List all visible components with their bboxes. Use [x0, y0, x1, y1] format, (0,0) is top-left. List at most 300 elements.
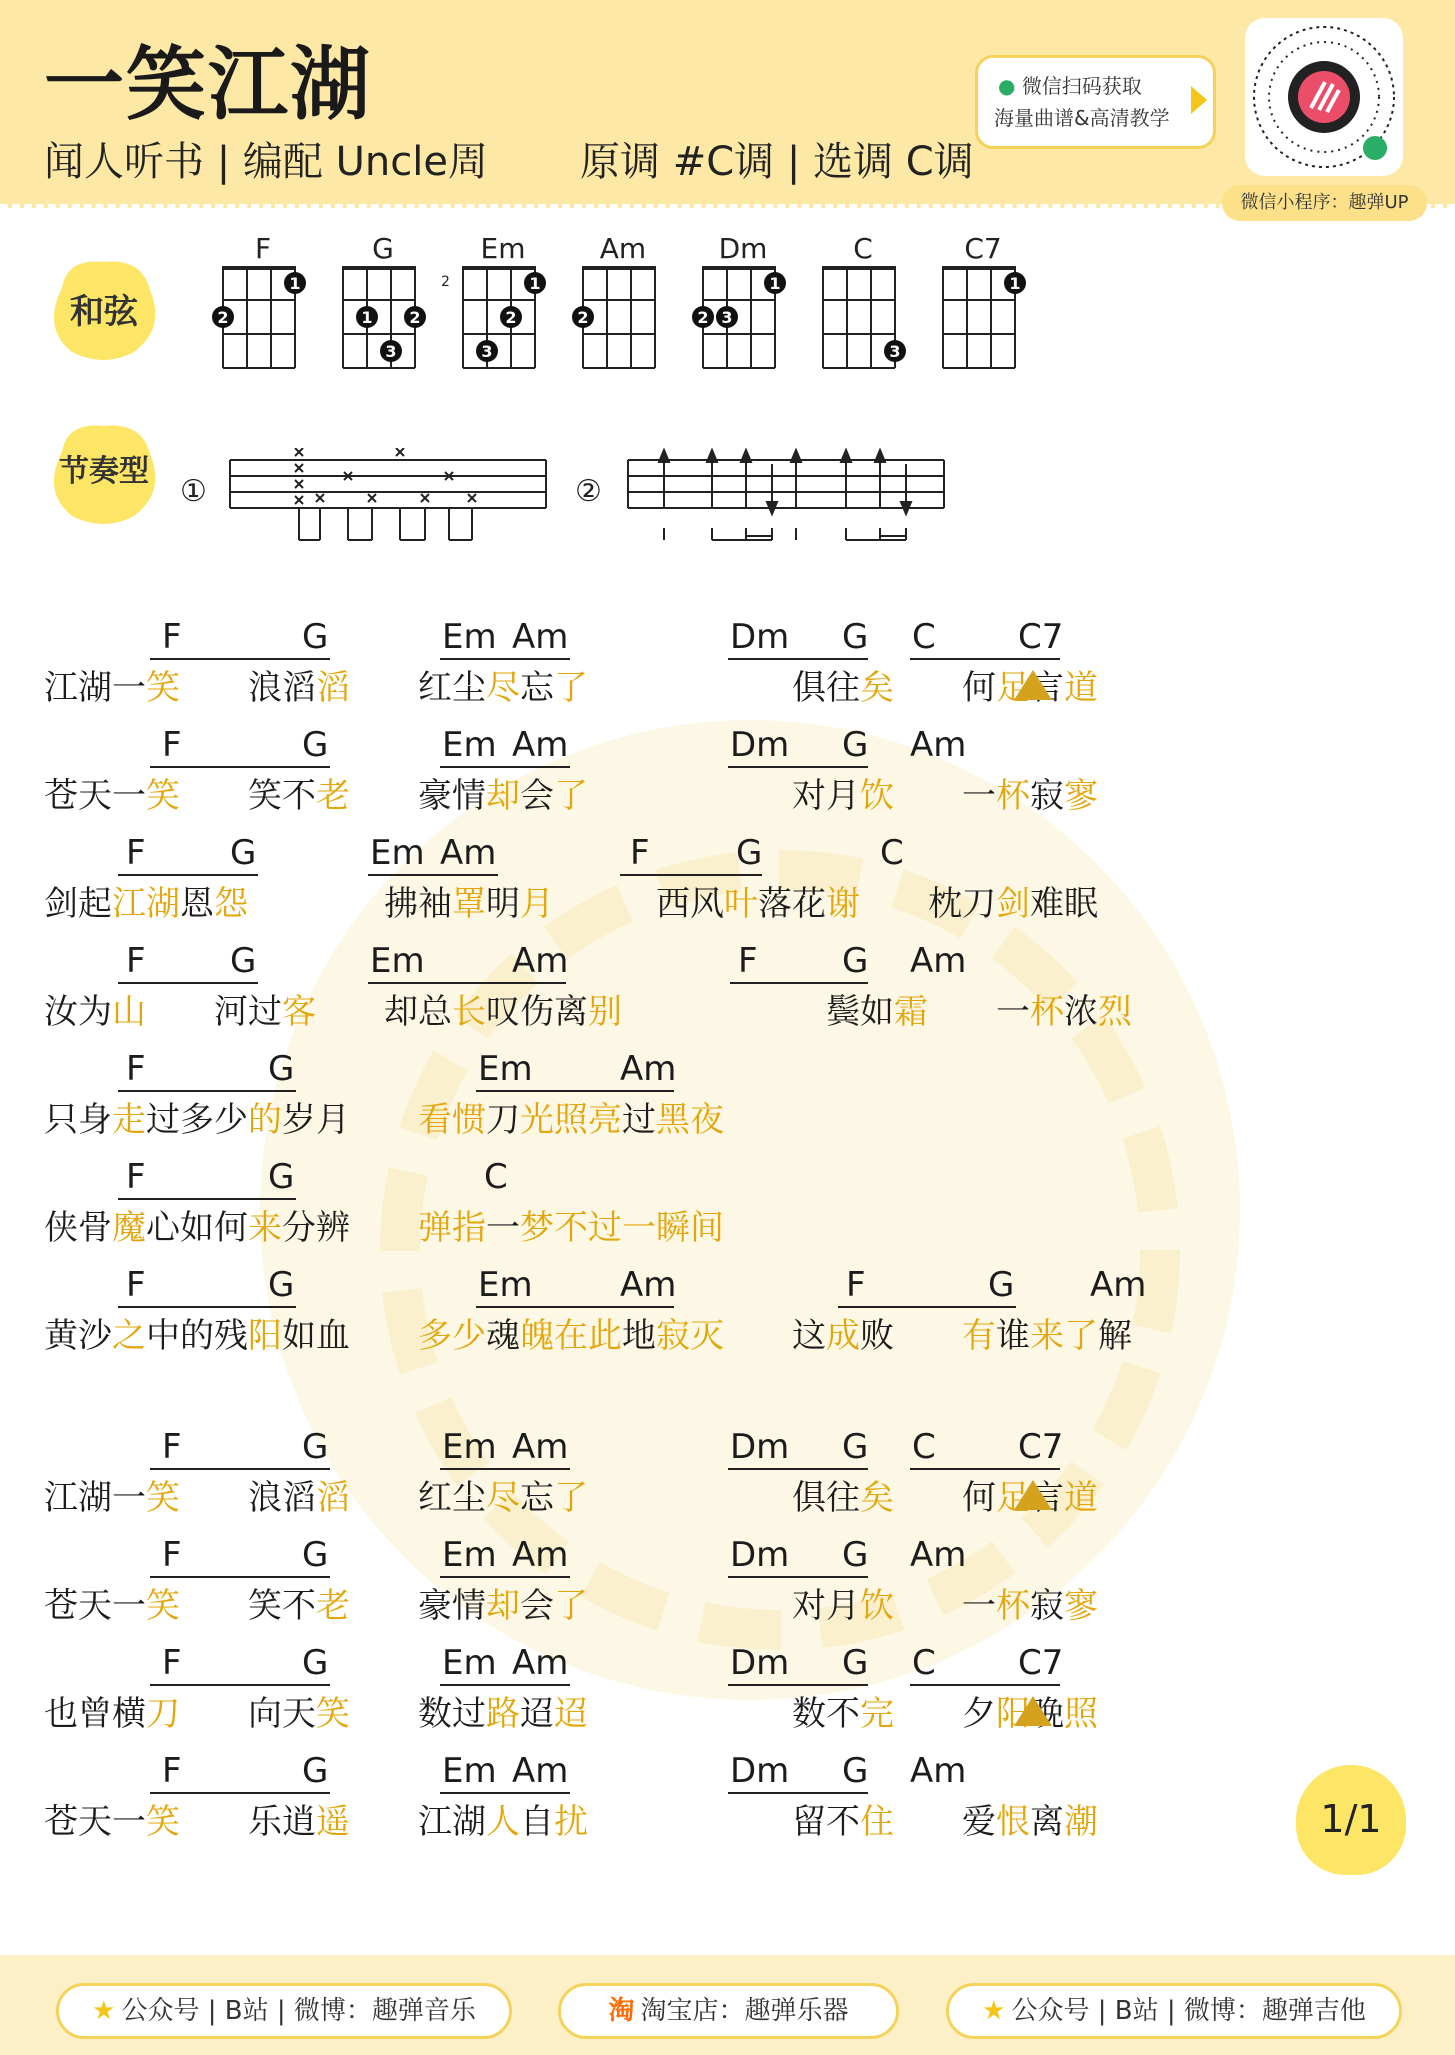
lyric-text: 苍天一 — [44, 776, 146, 816]
chord-diagram-am — [571, 262, 671, 382]
lyric-highlight: 杯 — [996, 776, 1030, 816]
lyric-text: 拂袖 — [384, 884, 452, 924]
chord-underline — [838, 1306, 1016, 1308]
lyric-highlight: 刀 — [146, 1694, 180, 1734]
lyric-highlight: 霜 — [894, 992, 928, 1032]
footer-taobao-shop[interactable] — [558, 1983, 899, 2039]
chord-symbol: F — [162, 1751, 182, 1791]
lyric-text: 对月 — [792, 776, 860, 816]
chord-symbol: F — [162, 1535, 182, 1575]
chord-symbol: F — [162, 725, 182, 765]
chord-underline — [150, 1468, 330, 1470]
lyric-highlight: 之 — [112, 1316, 146, 1356]
lyric-text: 落花 — [758, 884, 826, 924]
lyric-text: 西风 — [656, 884, 724, 924]
lyric-line — [44, 776, 1098, 816]
lyric-highlight: 滔 — [316, 668, 350, 708]
lyric-highlight: 杯 — [1030, 992, 1064, 1032]
lyric-highlight: 潮 — [1064, 1802, 1098, 1842]
chord-symbol: C — [912, 1643, 936, 1683]
chord-symbol: G — [230, 941, 257, 981]
lyric-text: 红尘 — [418, 668, 486, 708]
lyric-text: 也曾横 — [44, 1694, 146, 1734]
lyric-highlight: 笑 — [146, 1802, 180, 1842]
lyric-text: 一 — [996, 992, 1030, 1032]
chord-symbol: Am — [512, 1427, 569, 1467]
chord-underline — [910, 1468, 1060, 1470]
lyric-highlight: 烈 — [1098, 992, 1132, 1032]
chord-symbol: C — [912, 1427, 936, 1467]
svg-text:1: 1 — [361, 308, 373, 327]
rhythm-pattern-2 — [626, 448, 946, 558]
chord-symbol: G — [302, 1427, 329, 1467]
lyric-highlight: 尽 — [486, 668, 520, 708]
lyric-text: 一 — [962, 1586, 996, 1626]
lyric-highlight: 饮 — [860, 1586, 894, 1626]
chord-symbol: G — [842, 1535, 869, 1575]
chord-underline — [368, 982, 566, 984]
lyric-highlight: 了 — [554, 668, 588, 708]
svg-text:1: 1 — [769, 274, 781, 293]
chord-underline — [150, 1792, 330, 1794]
rhythm-2-number: ② — [575, 474, 602, 509]
footer-social-music[interactable] — [56, 1983, 512, 2039]
chord-symbol: F — [126, 1265, 146, 1305]
chevron-right-icon — [1191, 86, 1207, 114]
lyric-line — [44, 1208, 724, 1248]
chord-symbol: G — [268, 1265, 295, 1305]
lyric-highlight: 弹指 — [418, 1208, 486, 1248]
lyric-highlight: 矣 — [860, 1478, 894, 1518]
chord-underline — [730, 982, 868, 984]
lyric-text: 江湖一 — [44, 1478, 146, 1518]
chord-underline — [150, 1684, 330, 1686]
chord-symbol: Am — [440, 833, 497, 873]
chord-symbol: F — [126, 1157, 146, 1197]
lyric-text: 枕刀 — [928, 884, 996, 924]
repeat-triangle-icon — [1014, 1696, 1052, 1726]
chord-diagram-name-g: G — [372, 232, 394, 265]
chord-symbol: Am — [512, 1535, 569, 1575]
chord-underline — [728, 1576, 868, 1578]
chord-symbol: Am — [512, 617, 569, 657]
chord-diagram-name-dm: Dm — [718, 232, 768, 265]
chord-symbol: F — [846, 1265, 866, 1305]
lyric-text: 寂 — [1030, 776, 1064, 816]
lyric-text: 鬓如 — [826, 992, 894, 1032]
lyric-text: 向天 — [248, 1694, 316, 1734]
chord-symbol: G — [842, 725, 869, 765]
lyric-highlight: 完 — [860, 1694, 894, 1734]
lyric-highlight: 遥 — [316, 1802, 350, 1842]
chord-symbol: Dm — [730, 725, 790, 765]
repeat-triangle-icon — [1014, 1480, 1052, 1510]
lyric-text: 浓 — [1064, 992, 1098, 1032]
chord-symbol: C — [880, 833, 904, 873]
chord-underline — [118, 1090, 296, 1092]
lyric-highlight: 笑 — [146, 776, 180, 816]
lyric-text: 乐逍 — [248, 1802, 316, 1842]
chord-diagram-em — [451, 262, 551, 382]
chord-underline — [728, 1684, 868, 1686]
lyric-highlight: 寥 — [1064, 1586, 1098, 1626]
lyric-highlight: 黑夜 — [656, 1100, 724, 1140]
lyric-text: 数过 — [418, 1694, 486, 1734]
lyric-highlight: 了 — [554, 1478, 588, 1518]
svg-text:3: 3 — [721, 308, 733, 327]
chord-symbol: F — [738, 941, 758, 981]
chord-symbol: Em — [478, 1265, 533, 1305]
lyric-text: 侠骨 — [44, 1208, 112, 1248]
chord-diagram-name-c7: C7 — [964, 232, 1002, 265]
lyric-text: 红尘 — [418, 1478, 486, 1518]
lyric-text: 分辨 — [282, 1208, 350, 1248]
lyric-text: 豪情 — [418, 1586, 486, 1626]
lyric-highlight: 却 — [486, 776, 520, 816]
lyric-highlight: 杯 — [996, 1586, 1030, 1626]
lyric-text: 只身 — [44, 1100, 112, 1140]
chord-symbol: Em — [478, 1049, 533, 1089]
lyric-highlight: 却 — [486, 1586, 520, 1626]
chord-diagram-f — [211, 262, 311, 382]
chord-underline — [150, 658, 330, 660]
lyric-text: 如血 — [282, 1316, 350, 1356]
star-icon: ★ — [92, 1996, 116, 2026]
chord-symbol: Em — [442, 1751, 497, 1791]
chord-diagram-c — [811, 262, 911, 382]
lyric-highlight: 照 — [1064, 1694, 1098, 1734]
chord-symbol: C7 — [1018, 1427, 1064, 1467]
chord-symbol: G — [268, 1157, 295, 1197]
chord-symbol: Am — [910, 725, 967, 765]
chord-diagram-name-em: Em — [480, 232, 526, 265]
lyric-highlight: 恨 — [996, 1802, 1030, 1842]
svg-text:2: 2 — [409, 308, 421, 327]
lyric-highlight: 月 — [520, 884, 554, 924]
chord-underline — [440, 1684, 570, 1686]
footer-social-guitar-label: 公众号 | B站 | 微博：趣弹吉他 — [1011, 1996, 1366, 2026]
chord-symbol: Am — [910, 1751, 967, 1791]
chord-symbol: F — [630, 833, 650, 873]
lyric-text: 黄沙 — [44, 1316, 112, 1356]
lyric-text: 败 — [860, 1316, 894, 1356]
lyric-text: 心如何 — [146, 1208, 248, 1248]
chord-symbol: F — [126, 1049, 146, 1089]
chord-underline — [440, 766, 570, 768]
lyric-line — [44, 668, 1098, 708]
lyric-highlight: 江湖 — [112, 884, 180, 924]
lyric-highlight: 寂灭 — [656, 1316, 724, 1356]
chord-symbol: Dm — [730, 1643, 790, 1683]
footer-social-guitar[interactable] — [946, 1983, 1402, 2039]
lyric-highlight: 魔 — [112, 1208, 146, 1248]
chord-diagram-fret-number: 2 — [441, 274, 450, 290]
lyric-text: 何 — [962, 668, 996, 708]
chord-underline — [476, 1090, 674, 1092]
chord-symbol: G — [842, 1427, 869, 1467]
lyric-text: 忘 — [520, 668, 554, 708]
lyric-text: 解 — [1098, 1316, 1132, 1356]
svg-text:2: 2 — [577, 308, 589, 327]
rhythm-label: 节奏型 — [59, 454, 149, 489]
chord-underline — [150, 766, 330, 768]
lyric-highlight: 叶 — [724, 884, 758, 924]
chord-diagram-g — [331, 262, 431, 382]
lyric-highlight: 笑 — [316, 1694, 350, 1734]
lyric-text: 明 — [486, 884, 520, 924]
lyric-line — [44, 1100, 724, 1140]
lyric-text: 一 — [486, 1208, 520, 1248]
lyric-highlight: 滔 — [316, 1478, 350, 1518]
chord-symbol: Am — [512, 941, 569, 981]
chord-diagram-name-am: Am — [599, 232, 647, 265]
lyric-text: 迢 — [520, 1694, 554, 1734]
lyric-highlight: 梦不过一瞬间 — [520, 1208, 724, 1248]
chord-symbol: Dm — [730, 1427, 790, 1467]
chord-underline — [910, 658, 1060, 660]
lyric-text: 岁月 — [282, 1100, 350, 1140]
lyric-highlight: 多少 — [418, 1316, 486, 1356]
lyric-text: 对月 — [792, 1586, 860, 1626]
chord-underline — [118, 982, 258, 984]
chords-label: 和弦 — [70, 292, 138, 332]
star-icon: ★ — [982, 1996, 1006, 2026]
lyric-highlight: 路 — [486, 1694, 520, 1734]
page-number-badge — [1296, 1765, 1406, 1875]
chord-underline — [440, 1576, 570, 1578]
chord-symbol: Dm — [730, 1751, 790, 1791]
lyric-text: 留不 — [792, 1802, 860, 1842]
rhythm-pattern-1 — [228, 448, 548, 558]
svg-text:2: 2 — [505, 308, 517, 327]
lyric-text: 言 — [1030, 668, 1064, 708]
key-info: 原调 #C调 | 选调 C调 — [580, 139, 974, 185]
lyric-line — [44, 1478, 1098, 1518]
chord-symbol: Em — [442, 725, 497, 765]
chord-symbol: C7 — [1018, 1643, 1064, 1683]
artist-arranger: 闻人听书 | 编配 Uncle周 — [44, 139, 488, 185]
chord-symbol: G — [302, 1751, 329, 1791]
lyric-highlight: 道 — [1064, 668, 1098, 708]
chord-symbol: Em — [442, 1427, 497, 1467]
lyric-text: 夕 — [962, 1694, 996, 1734]
chord-symbol: G — [268, 1049, 295, 1089]
lyric-line — [44, 1694, 1098, 1734]
lyric-highlight: 阳 — [248, 1316, 282, 1356]
chord-symbol: Am — [512, 725, 569, 765]
chord-diagram-dm — [691, 262, 791, 382]
chord-symbol: G — [736, 833, 763, 873]
chord-underline — [728, 1468, 868, 1470]
lyric-highlight: 足 — [996, 668, 1030, 708]
svg-text:2: 2 — [217, 308, 229, 327]
chord-symbol: G — [842, 617, 869, 657]
svg-text:3: 3 — [385, 342, 397, 361]
lyric-text: 河过 — [214, 992, 282, 1032]
lyric-text: 俱往 — [792, 668, 860, 708]
lyric-text: 爱 — [962, 1802, 996, 1842]
lyric-highlight: 的 — [248, 1100, 282, 1140]
lyric-highlight: 老 — [316, 1586, 350, 1626]
page-number: 1/1 — [1320, 1797, 1382, 1841]
chord-symbol: C7 — [1018, 617, 1064, 657]
lyric-text: 刀 — [486, 1100, 520, 1140]
lyric-highlight: 道 — [1064, 1478, 1098, 1518]
lyric-highlight: 笑 — [146, 1478, 180, 1518]
lyric-highlight: 成 — [826, 1316, 860, 1356]
chord-underline — [910, 1684, 1060, 1686]
chord-symbol: Am — [512, 1643, 569, 1683]
lyric-text: 恩 — [180, 884, 214, 924]
lyric-line — [44, 992, 1132, 1032]
lyric-text: 却总 — [384, 992, 452, 1032]
chord-underline — [728, 658, 868, 660]
lyric-highlight: 阳 — [996, 1694, 1030, 1734]
lyric-text: 一 — [962, 776, 996, 816]
lyric-text: 这 — [792, 1316, 826, 1356]
chord-symbol: Em — [442, 1643, 497, 1683]
lyric-highlight: 饮 — [860, 776, 894, 816]
lyric-text: 忘 — [520, 1478, 554, 1518]
lyric-text: 会 — [520, 776, 554, 816]
lyric-text: 会 — [520, 1586, 554, 1626]
chord-symbol: Dm — [730, 1535, 790, 1575]
song-title: 一笑江湖 — [44, 38, 372, 131]
lyric-highlight: 有 — [962, 1316, 996, 1356]
lyric-text: 苍天一 — [44, 1586, 146, 1626]
lyric-text: 魂 — [486, 1316, 520, 1356]
svg-text:3: 3 — [889, 342, 901, 361]
chord-symbol: F — [162, 1427, 182, 1467]
lyric-text: 苍天一 — [44, 1802, 146, 1842]
lyric-highlight: 光照亮 — [520, 1100, 622, 1140]
chord-underline — [440, 1792, 570, 1794]
chord-symbol: F — [162, 617, 182, 657]
lyric-text: 汝为 — [44, 992, 112, 1032]
svg-text:2: 2 — [697, 308, 709, 327]
chord-symbol: Am — [512, 1751, 569, 1791]
lyric-highlight: 谢 — [826, 884, 860, 924]
lyric-highlight: 足 — [996, 1478, 1030, 1518]
lyric-text: 浪滔 — [248, 1478, 316, 1518]
lyric-line — [44, 1586, 1098, 1626]
taobao-icon: 淘 — [608, 1996, 635, 2026]
footer-social-music-label: 公众号 | B站 | 微博：趣弹音乐 — [121, 1996, 476, 2026]
lyric-line — [44, 1802, 1098, 1842]
chord-diagram-name-f: F — [254, 232, 272, 265]
lyric-highlight: 寥 — [1064, 776, 1098, 816]
lyric-text: 笑不 — [248, 1586, 316, 1626]
chord-symbol: F — [126, 833, 146, 873]
promo-line-2: 海量曲谱&高清教学 — [994, 106, 1170, 130]
lyric-highlight: 尽 — [486, 1478, 520, 1518]
chord-symbol: Am — [910, 941, 967, 981]
chord-symbol: C — [484, 1157, 508, 1197]
chord-symbol: Em — [370, 833, 425, 873]
chord-symbol: F — [162, 1643, 182, 1683]
lyric-text: 豪情 — [418, 776, 486, 816]
chord-symbol: G — [302, 725, 329, 765]
lyric-text: 谁 — [996, 1316, 1030, 1356]
chord-symbol: Am — [620, 1265, 677, 1305]
chord-underline — [620, 874, 762, 876]
chord-underline — [440, 658, 570, 660]
lyric-highlight: 看惯 — [418, 1100, 486, 1140]
svg-text:1: 1 — [1009, 274, 1021, 293]
chord-underline — [150, 1576, 330, 1578]
lyric-highlight: 走 — [112, 1100, 146, 1140]
chord-symbol: G — [302, 1643, 329, 1683]
lyric-text: 叹伤离 — [486, 992, 588, 1032]
chord-underline — [476, 1306, 674, 1308]
lyric-highlight: 别 — [588, 992, 622, 1032]
chord-symbol: G — [230, 833, 257, 873]
lyric-line — [44, 1316, 1132, 1356]
chords-badge — [42, 248, 166, 366]
chord-symbol: G — [842, 941, 869, 981]
lyric-text: 过多少 — [146, 1100, 248, 1140]
lyric-text: 俱往 — [792, 1478, 860, 1518]
chord-symbol: G — [302, 1535, 329, 1575]
chord-underline — [440, 1468, 570, 1470]
lyric-highlight: 来了 — [1030, 1316, 1098, 1356]
footer-bar — [0, 1955, 1455, 2055]
lyric-highlight: 迢 — [554, 1694, 588, 1734]
svg-text:1: 1 — [529, 274, 541, 293]
chord-symbol: Am — [620, 1049, 677, 1089]
promo-card[interactable] — [975, 55, 1216, 149]
lyric-highlight: 了 — [554, 776, 588, 816]
chord-symbol: Em — [370, 941, 425, 981]
lyric-highlight: 了 — [554, 1586, 588, 1626]
lyric-text: 何 — [962, 1478, 996, 1518]
lyric-text: 离 — [1030, 1802, 1064, 1842]
chord-symbol: G — [988, 1265, 1015, 1305]
chord-symbol: Em — [442, 1535, 497, 1575]
lyric-highlight: 人 — [486, 1802, 520, 1842]
lyric-text: 浪滔 — [248, 668, 316, 708]
qr-code[interactable] — [1245, 18, 1403, 176]
lyric-highlight: 长 — [452, 992, 486, 1032]
lyric-highlight: 客 — [282, 992, 316, 1032]
lyric-highlight: 魄在此 — [520, 1316, 622, 1356]
chord-underline — [728, 1792, 868, 1794]
lyric-highlight: 老 — [316, 776, 350, 816]
background-watermark-ring — [380, 850, 1180, 1650]
chord-symbol: G — [842, 1643, 869, 1683]
lyric-highlight: 剑 — [996, 884, 1030, 924]
wechat-icon: ● — [998, 74, 1016, 98]
chord-underline — [728, 766, 868, 768]
lyric-highlight: 来 — [248, 1208, 282, 1248]
chord-symbol: G — [842, 1751, 869, 1791]
chord-symbol: Am — [910, 1535, 967, 1575]
footer-taobao-label: 淘宝店：趣弹乐器 — [640, 1996, 849, 2026]
qr-label: 微信小程序：趣弹UP — [1222, 185, 1427, 221]
chord-diagram-c7 — [931, 262, 1031, 382]
chord-diagram-name-c: C — [853, 232, 873, 265]
chord-symbol: Em — [442, 617, 497, 657]
lyric-text: 自 — [520, 1802, 554, 1842]
lyric-highlight: 矣 — [860, 668, 894, 708]
chord-symbol: G — [302, 617, 329, 657]
lyric-highlight: 住 — [860, 1802, 894, 1842]
chord-underline — [118, 1198, 296, 1200]
lyric-text: 笑不 — [248, 776, 316, 816]
lyric-text: 中的残 — [146, 1316, 248, 1356]
lyric-text: 寂 — [1030, 1586, 1064, 1626]
lyric-text: 言 — [1030, 1478, 1064, 1518]
